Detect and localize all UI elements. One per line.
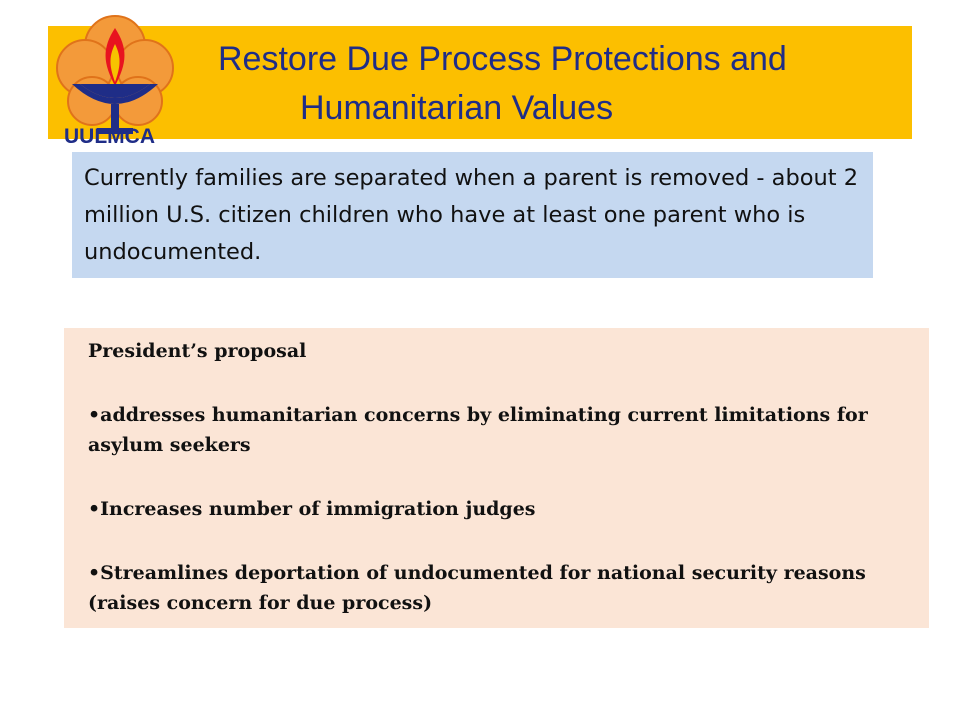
proposal-bullet-judges: •Increases number of immigration judges	[88, 498, 536, 520]
proposal-bullet-asylum: •addresses humanitarian concerns by eliminating current limitations for asylum seekers	[88, 404, 868, 456]
page-title-line-2: Humanitarian Values	[300, 89, 614, 127]
proposal-bullet-deportation: •Streamlines deportation of undocumented for national security reasons (raises concern for due process)	[88, 562, 866, 614]
proposal-heading: President’s proposal	[88, 340, 307, 362]
intro-box	[72, 152, 873, 278]
proposal-box	[64, 328, 929, 628]
page-title-line-1: Restore Due Process Protections and	[218, 40, 787, 78]
intro-text: Currently families are separated when a parent is removed - about 2 million U.S. citizen children who have at least one parent who is undocumented.	[84, 165, 859, 265]
logo-text: UULMCA	[64, 125, 155, 148]
